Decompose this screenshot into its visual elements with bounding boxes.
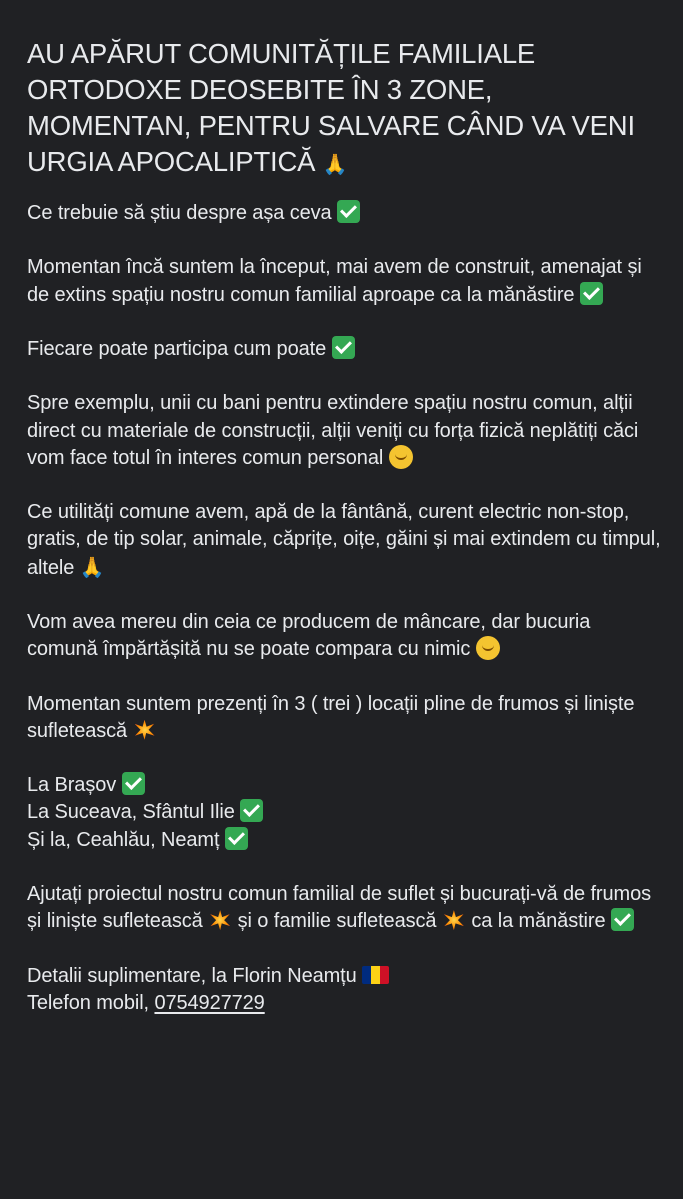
hugging-face-icon — [389, 445, 413, 469]
praying-hands-icon: 🙏 — [79, 554, 105, 579]
paragraph-5 — [27, 499, 662, 582]
paragraph-text: și o familie sufletească — [237, 910, 437, 933]
praying-hands-icon: 🙏 — [322, 152, 348, 176]
paragraph-text: Vom avea mereu din ceia ce producem de mâncare, dar bucuria comună împărtășită nu se poate compara cu nimic — [27, 610, 591, 661]
paragraph-text: Fiecare poate participa cum poate — [27, 337, 327, 360]
location-item — [27, 772, 662, 799]
paragraph-7 — [27, 691, 662, 745]
check-icon — [580, 282, 603, 305]
collision-icon — [133, 718, 157, 742]
paragraph-text: ca la mănăstire — [471, 910, 606, 933]
paragraph-text: Spre exemplu, unii cu bani pentru extindere spațiu nostru comun, alții direct cu materiale de construcții, alții veniți cu forța fizică neplătiți căci vom face totul în interes comun personal — [27, 392, 639, 469]
check-icon — [337, 200, 360, 223]
phone-line — [27, 990, 662, 1017]
location-text: La Suceava, Sfântul Ilie — [27, 801, 235, 824]
romania-flag-icon — [362, 966, 389, 984]
paragraph-3 — [27, 336, 662, 363]
paragraph-6 — [27, 609, 662, 663]
paragraph-text: Ce utilități comune avem, apă de la fântână, curent electric non-stop, gratis, de tip solar, animale, căprițe, oițe, găini și mai extindem cu timpul, altele — [27, 501, 661, 579]
paragraph-text: Ajutați proiectul nostru comun familial de suflet și bucurați-vă de frumos și liniște sufletească — [27, 882, 651, 933]
paragraph-text: Momentan suntem prezenți în 3 ( trei ) locații pline de frumos și liniște sufletească — [27, 692, 635, 742]
collision-icon — [208, 908, 232, 932]
paragraph-8 — [27, 881, 662, 935]
phone-label: Telefon mobil, — [27, 991, 149, 1014]
paragraph-2 — [27, 254, 662, 308]
details-text: Detalii suplimentare, la Florin Neamțu — [27, 964, 357, 987]
location-item — [27, 827, 662, 854]
hugging-face-icon — [476, 636, 500, 660]
location-text: Și la, Ceahlău, Neamț — [27, 828, 220, 851]
paragraph-4 — [27, 390, 662, 472]
paragraph-text: Ce trebuie să știu despre așa ceva — [27, 202, 332, 224]
locations-list — [27, 772, 662, 854]
contact-details — [27, 963, 662, 1017]
post-content — [27, 36, 662, 1044]
check-icon — [225, 827, 248, 850]
details-line — [27, 963, 662, 990]
check-icon — [122, 772, 145, 795]
location-text: La Brașov — [27, 774, 117, 797]
collision-icon — [442, 908, 466, 932]
post-title — [27, 36, 662, 182]
check-icon — [611, 908, 634, 931]
check-icon — [332, 336, 355, 359]
paragraph-1 — [27, 200, 662, 227]
title-text: AU APĂRUT COMUNITĂȚILE FAMILIALE ORTODOXE DEOSEBITE ÎN 3 ZONE, MOMENTAN, PENTRU SALVARE CÂND VA VENI URGIA APOCALIPTICĂ — [27, 38, 635, 177]
location-item — [27, 799, 662, 826]
check-icon — [240, 799, 263, 822]
phone-link[interactable]: 0754927729 — [154, 991, 265, 1014]
paragraph-text: Momentan încă suntem la început, mai avem de construit, amenajat și de extins spațiu nostru comun familial aproape ca la mănăstire — [27, 256, 642, 306]
